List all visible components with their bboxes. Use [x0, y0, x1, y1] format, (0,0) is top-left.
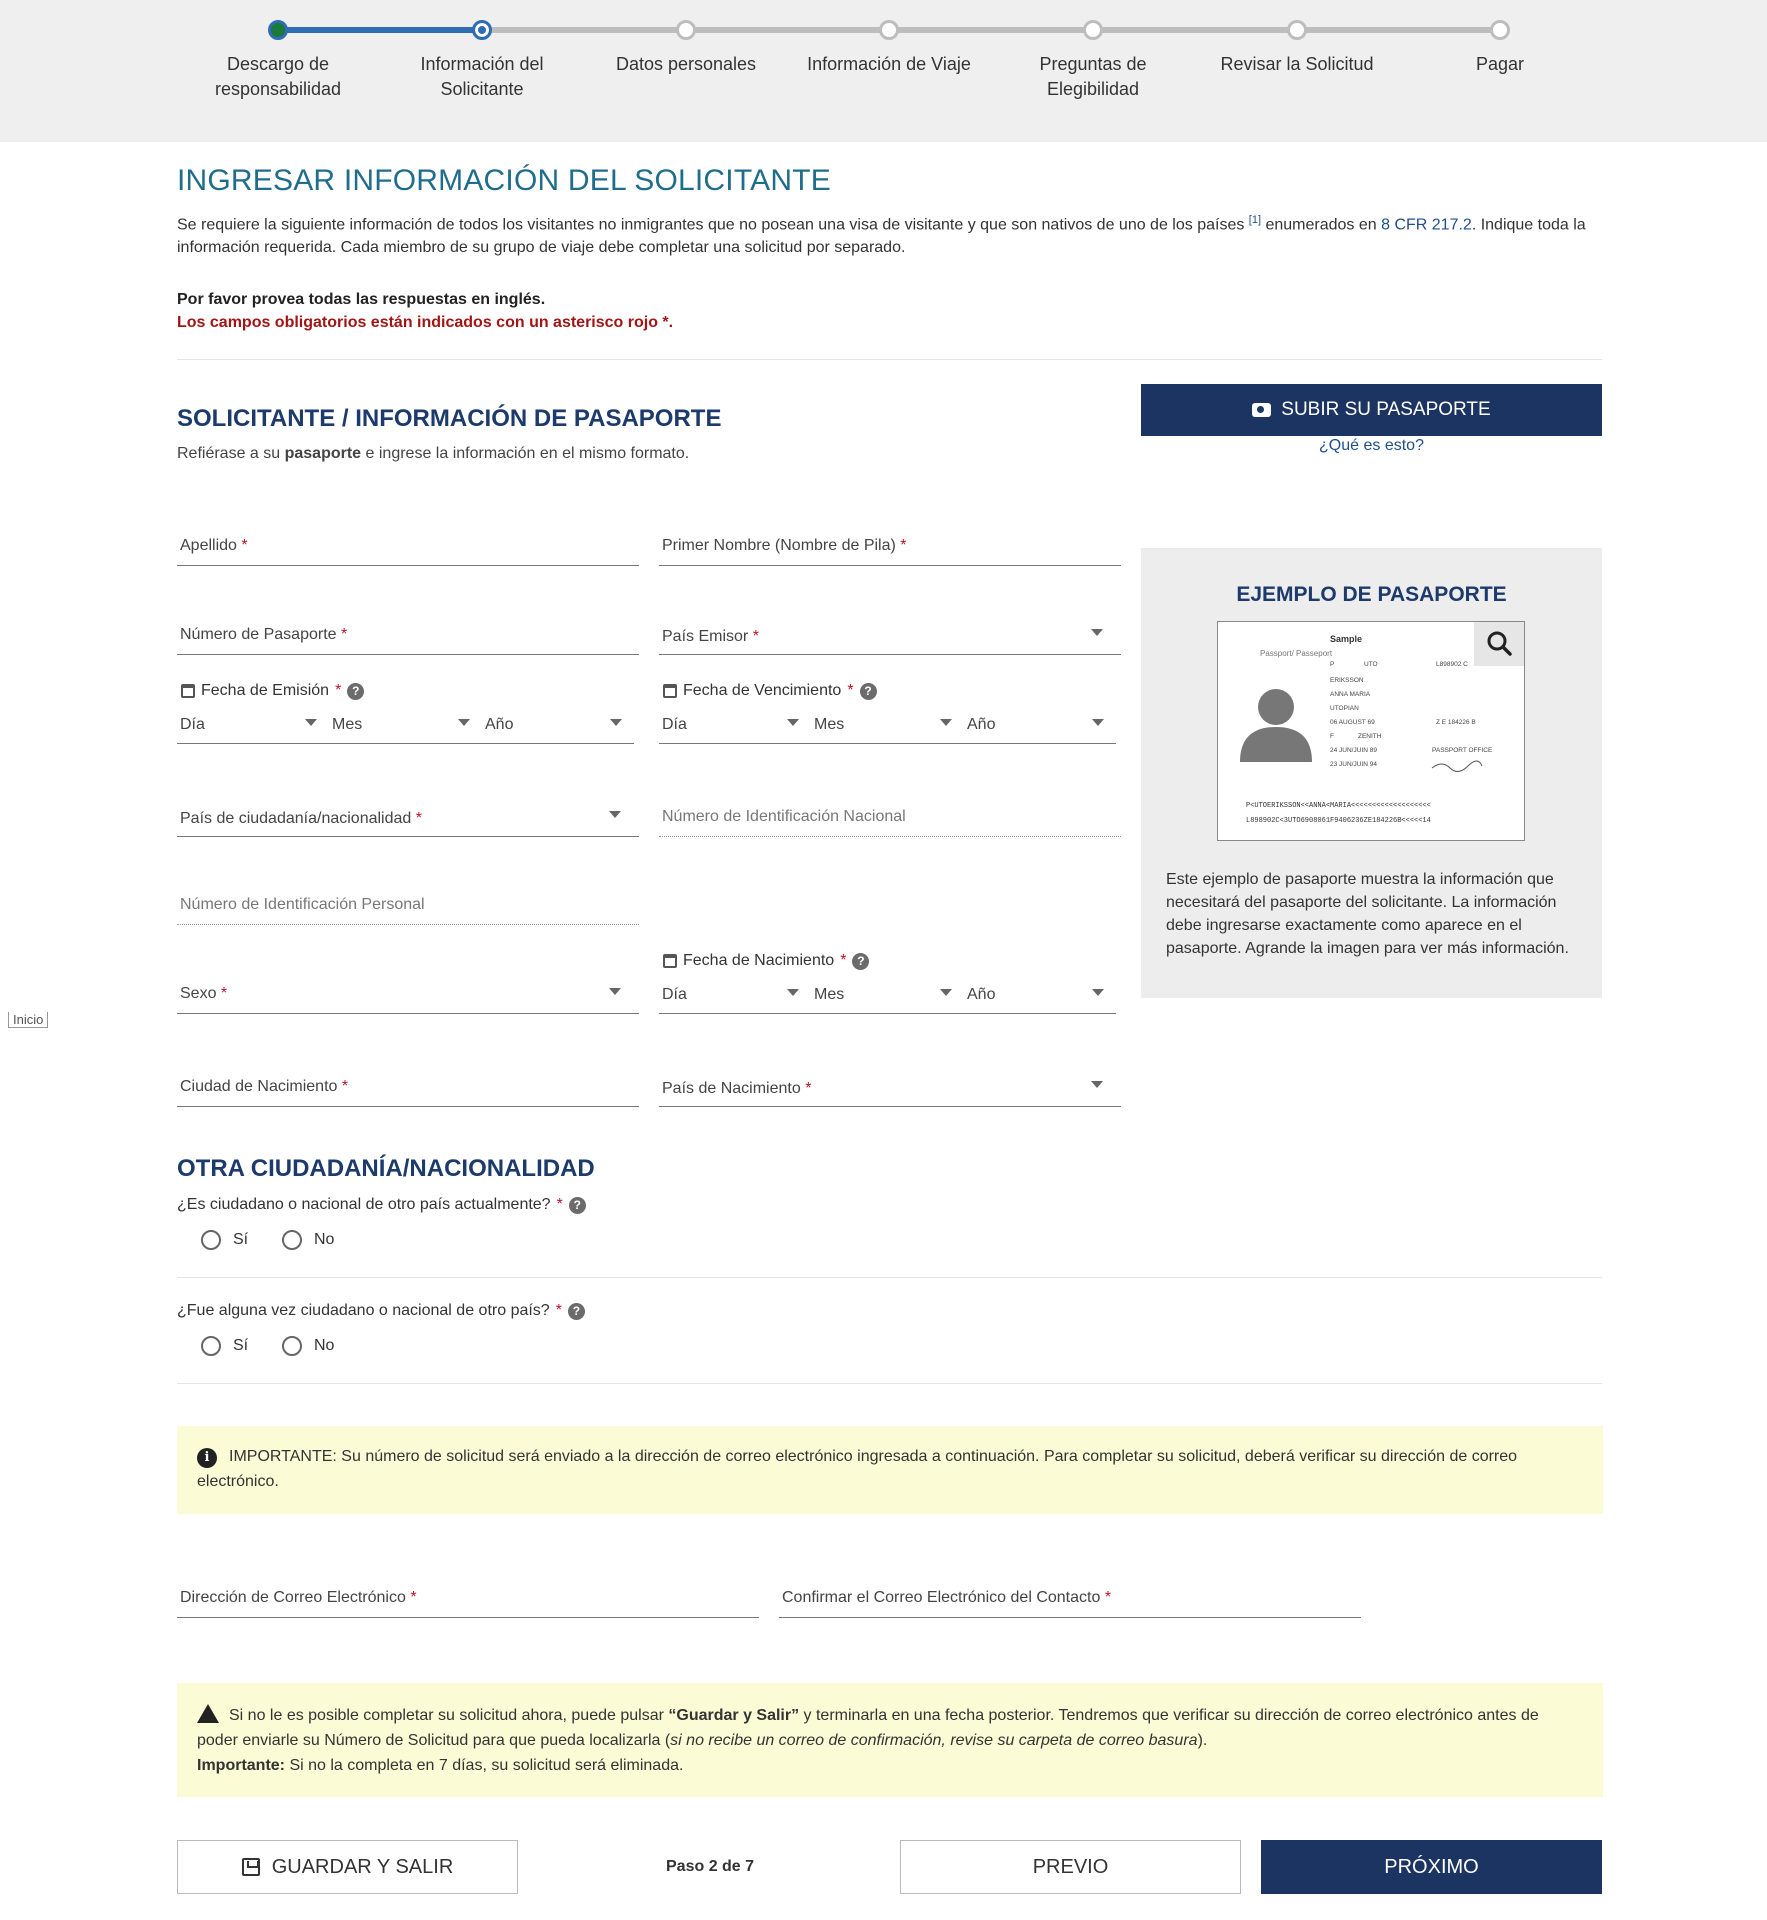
- birth-day-select[interactable]: [659, 974, 811, 1014]
- birth-city-label-text: Ciudad de Nacimiento: [180, 1078, 338, 1095]
- help-icon[interactable]: ?: [860, 683, 877, 700]
- progress-bar: [0, 0, 1767, 142]
- upload-passport-label: SUBIR SU PASAPORTE: [1281, 399, 1491, 420]
- calendar-icon: [663, 684, 677, 698]
- step-dot-review: [1287, 20, 1307, 40]
- help-icon[interactable]: ?: [347, 683, 364, 700]
- info-icon: i: [197, 1448, 217, 1468]
- person-body-icon: [1240, 727, 1312, 762]
- personal-id-placeholder: Número de Identificación Personal: [180, 896, 425, 913]
- issue-date-selects: [177, 704, 634, 744]
- passport-surname: ERIKSSON: [1330, 677, 1364, 684]
- expiry-year-select[interactable]: [964, 704, 1116, 744]
- other-citizenship-title: OTRA CIUDADANÍA/NACIONALIDAD: [177, 1155, 595, 1182]
- divider: [177, 359, 1602, 360]
- subtext-post: e ingrese la información en el mismo formato.: [361, 445, 690, 462]
- step-dot-personal-data: [676, 20, 696, 40]
- issue-date-label: [181, 682, 364, 700]
- warn-text-end: ).: [1197, 1732, 1208, 1749]
- required-asterisk: *: [341, 1078, 349, 1095]
- help-icon[interactable]: ?: [852, 953, 869, 970]
- email-input[interactable]: [177, 1578, 759, 1618]
- required-asterisk: *: [335, 682, 342, 699]
- birth-city-input[interactable]: [177, 1067, 639, 1107]
- expiry-date-label: [663, 682, 877, 700]
- required-asterisk: *: [805, 1080, 812, 1097]
- passport-personal-no: Z E 184226 B: [1436, 719, 1476, 726]
- warn-important-bold: Importante:: [197, 1757, 285, 1774]
- citizenship-country-label-text: País de ciudadanía/nacionalidad: [180, 810, 412, 827]
- step-label-disclaimer[interactable]: Descargo de responsabilidad: [214, 54, 342, 99]
- required-asterisk: *: [900, 537, 907, 554]
- issue-year-select[interactable]: [482, 704, 634, 744]
- important-email-text: IMPORTANTE: Su número de solicitud será enviado a la dirección de correo electrónico ingresada a continuación. Para completar su solicitud, deberá verificar su dirección de correo electrónico.: [197, 1448, 1518, 1490]
- issue-month-select[interactable]: [329, 704, 482, 744]
- step-dot-disclaimer[interactable]: [268, 20, 288, 40]
- required-note: Los campos obligatorios están indicados con un asterisco rojo *.: [177, 314, 674, 331]
- radio-circle[interactable]: [201, 1230, 221, 1250]
- help-icon[interactable]: ?: [569, 1197, 586, 1214]
- warn-text-pre: Si no le es posible completar su solicitud ahora, puede pulsar: [229, 1707, 669, 1724]
- citizenship-country-label: [180, 810, 422, 828]
- important-email-alert: [177, 1426, 1603, 1514]
- passport-mrz-line2: L898902C<3UTO6908061F9406236ZE184226B<<<<<14: [1246, 817, 1431, 825]
- issuing-country-label: [662, 628, 759, 646]
- email-confirm-label-text: Confirmar el Correo Electrónico del Contacto: [782, 1589, 1101, 1606]
- passport-expiry: 23 JUN/JUIN 94: [1330, 761, 1377, 768]
- intro-part3: . Indique toda la información requerida. Cada miembro de su grupo de viaje debe completar una solicitud por separado.: [177, 216, 1586, 257]
- passport-issue: 24 JUN/JUIN 89: [1330, 747, 1377, 754]
- day-label: Día: [180, 716, 205, 733]
- radio-circle[interactable]: [282, 1336, 302, 1356]
- required-asterisk: *: [340, 626, 348, 643]
- english-note: Por favor provea todas las respuestas en inglés.: [177, 291, 546, 308]
- radio-current-no[interactable]: [282, 1230, 334, 1250]
- passport-section-title: SOLICITANTE / INFORMACIÓN DE PASAPORTE: [177, 405, 722, 432]
- given-name-label: [662, 537, 907, 555]
- email-label: [180, 1589, 417, 1607]
- help-icon[interactable]: ?: [568, 1303, 585, 1320]
- step-label-travel-info: Información de Viaje: [807, 54, 971, 74]
- expiry-date-selects: [659, 704, 1116, 744]
- cfr-link[interactable]: 8 CFR 217.2: [1381, 216, 1472, 234]
- required-asterisk: *: [415, 810, 422, 827]
- month-label: Mes: [814, 716, 845, 733]
- camera-icon: [1252, 403, 1271, 417]
- step-label-applicant-info[interactable]: Información del Solicitante: [420, 54, 544, 99]
- radio-past-no[interactable]: [282, 1336, 334, 1356]
- radio-current-yes[interactable]: [201, 1230, 248, 1250]
- chevron-down-icon: [609, 811, 621, 818]
- year-label: Año: [485, 716, 514, 733]
- chevron-down-icon: [1091, 629, 1103, 636]
- surname-input[interactable]: [177, 526, 639, 566]
- required-asterisk: *: [1104, 1589, 1112, 1606]
- sex-select[interactable]: [177, 974, 639, 1014]
- required-asterisk: *: [752, 628, 759, 645]
- birth-city-label: [180, 1078, 348, 1096]
- chevron-down-icon: [940, 989, 952, 996]
- passport-place: ZENITH: [1358, 733, 1382, 740]
- required-asterisk: *: [847, 682, 854, 699]
- chevron-down-icon: [458, 719, 470, 726]
- step-label-personal-data: Datos personales: [615, 54, 757, 74]
- chevron-down-icon: [1092, 989, 1104, 996]
- given-name-label-text: Primer Nombre (Nombre de Pila): [662, 537, 896, 554]
- email-confirm-input[interactable]: [779, 1578, 1361, 1618]
- passport-type: P: [1330, 661, 1335, 668]
- year-label: Año: [967, 716, 996, 733]
- year-label: Año: [967, 986, 996, 1003]
- intro-text: [177, 209, 1602, 259]
- step-label-review: Revisar la Solicitud: [1220, 54, 1374, 74]
- calendar-icon: [181, 684, 195, 698]
- step-dot-eligibility: [1083, 20, 1103, 40]
- next-button[interactable]: [1261, 1840, 1602, 1894]
- national-id-input[interactable]: [659, 797, 1121, 837]
- passport-example-panel: [1141, 548, 1602, 998]
- footnote-link[interactable]: [1]: [1248, 214, 1262, 226]
- required-asterisk: *: [555, 1302, 562, 1319]
- progress-track-complete: [278, 27, 482, 33]
- subtext-pre: Refiérase a su: [177, 445, 285, 462]
- passport-sex: F: [1330, 733, 1334, 740]
- radio-no-label: No: [314, 1231, 335, 1248]
- radio-circle[interactable]: [201, 1336, 221, 1356]
- question-current-text: ¿Es ciudadano o nacional de otro país actualmente?: [177, 1196, 551, 1213]
- email-confirm-label: [782, 1589, 1111, 1607]
- passport-mrz-line1: P<UTOERIKSSON<<ANNA<MARIA<<<<<<<<<<<<<<<<<<<: [1246, 802, 1431, 810]
- issuing-country-select[interactable]: [659, 615, 1121, 655]
- required-asterisk: *: [840, 952, 847, 969]
- question-past-citizenship: [177, 1302, 585, 1320]
- birth-date-selects: [659, 974, 1116, 1014]
- birth-country-label-text: País de Nacimiento: [662, 1080, 801, 1097]
- passport-sample-label: Sample: [1330, 634, 1363, 644]
- step-dot-travel-info: [879, 20, 899, 40]
- save-exit-label: GUARDAR Y SALIR: [271, 1855, 454, 1878]
- example-description: Este ejemplo de pasaporte muestra la información que necesitará del pasaporte del solicitante. La información debe ingresarse exactamente como aparece en el pasaporte. Agrande la imagen para ver más información.: [1166, 871, 1569, 957]
- sex-label: [180, 985, 227, 1003]
- radio-past-yes[interactable]: [201, 1336, 248, 1356]
- day-label: Día: [662, 986, 687, 1003]
- subtext-bold: pasaporte: [284, 445, 362, 462]
- required-asterisk: *: [556, 1196, 563, 1213]
- warn-important-text: Si no la completa en 7 días, su solicitud será eliminada.: [285, 1757, 684, 1774]
- save-exit-button[interactable]: [177, 1840, 518, 1894]
- passport-sample-svg: [1218, 622, 1525, 841]
- radio-yes-label: Sí: [233, 1337, 249, 1354]
- warning-icon: [197, 1704, 219, 1723]
- passport-word-text: Passport/ Passeport: [1260, 649, 1333, 658]
- surname-label-text: Apellido: [180, 537, 237, 554]
- issue-date-label-text: Fecha de Emisión: [201, 682, 330, 699]
- chevron-down-icon: [1091, 1081, 1103, 1088]
- sex-label-text: Sexo: [180, 985, 217, 1002]
- previous-button[interactable]: [900, 1840, 1241, 1894]
- chevron-down-icon: [787, 719, 799, 726]
- radio-no-label: No: [314, 1337, 335, 1354]
- passport-dob: 06 AUGUST 69: [1330, 719, 1375, 726]
- chevron-down-icon: [787, 989, 799, 996]
- issuing-country-label-text: País Emisor: [662, 628, 749, 645]
- save-exit-warning: [177, 1683, 1603, 1797]
- expiry-month-select[interactable]: [811, 704, 964, 744]
- birth-month-select[interactable]: [811, 974, 964, 1014]
- month-label: Mes: [332, 716, 363, 733]
- birth-country-label: [662, 1080, 811, 1098]
- month-label: Mes: [814, 986, 845, 1003]
- passport-given: ANNA MARIA: [1330, 691, 1371, 698]
- chevron-down-icon: [610, 719, 622, 726]
- passport-number-sample: L898902 C: [1436, 661, 1468, 668]
- save-icon: [242, 1858, 260, 1876]
- email-label-text: Dirección de Correo Electrónico: [180, 1589, 406, 1606]
- step-dot-applicant-info[interactable]: [472, 20, 492, 40]
- divider: [177, 1277, 1602, 1278]
- passport-nationality: UTOPIAN: [1330, 705, 1359, 712]
- zoom-button-bg[interactable]: [1474, 622, 1525, 666]
- intro-part2: enumerados en: [1261, 216, 1382, 234]
- signature-mark: [1432, 761, 1482, 772]
- passport-sample-image[interactable]: [1217, 621, 1525, 841]
- intro-part1: Se requiere la siguiente información de todos los visitantes no inmigrantes que no posean una visa de visitante y que son nativos de uno de los países: [177, 216, 1249, 234]
- passport-section-subtext: [177, 445, 689, 463]
- radio-yes-label: Sí: [233, 1231, 249, 1248]
- expiry-day-select[interactable]: [659, 704, 811, 744]
- personal-id-input[interactable]: [177, 885, 639, 925]
- passport-number-label: [180, 626, 347, 644]
- home-link[interactable]: Inicio: [8, 1012, 48, 1028]
- surname-label: [180, 537, 248, 555]
- progress-track-remaining: [482, 27, 1500, 33]
- citizenship-country-select[interactable]: [177, 797, 639, 837]
- chevron-down-icon: [305, 719, 317, 726]
- birth-date-label: [663, 952, 869, 970]
- upload-passport-button[interactable]: [1141, 384, 1602, 436]
- passport-authority: PASSPORT OFFICE: [1432, 747, 1493, 754]
- step-label-pay: Pagar: [1475, 54, 1525, 74]
- calendar-icon: [663, 954, 677, 968]
- chevron-down-icon: [609, 988, 621, 995]
- required-asterisk: *: [241, 537, 248, 554]
- passport-number-input[interactable]: [177, 615, 639, 655]
- step-dot-pay: [1490, 20, 1510, 40]
- birth-date-label-text: Fecha de Nacimiento: [683, 952, 835, 969]
- divider: [177, 1383, 1602, 1384]
- what-is-this-link[interactable]: ¿Qué es esto?: [1319, 437, 1424, 454]
- previous-label: PREVIO: [1032, 1855, 1109, 1878]
- passport-number-label-text: Número de Pasaporte: [180, 626, 337, 643]
- chevron-down-icon: [1092, 719, 1104, 726]
- issue-day-select[interactable]: [177, 704, 329, 744]
- day-label: Día: [662, 716, 687, 733]
- question-current-citizenship: [177, 1196, 586, 1214]
- example-title: EJEMPLO DE PASAPORTE: [1236, 583, 1507, 606]
- given-name-input[interactable]: [659, 526, 1121, 566]
- expiry-date-label-text: Fecha de Vencimiento: [683, 682, 842, 699]
- page-title: INGRESAR INFORMACIÓN DEL SOLICITANTE: [177, 164, 831, 197]
- step-count: Paso 2 de 7: [666, 1858, 755, 1875]
- person-head-icon: [1258, 689, 1294, 725]
- warn-text-bold: “Guardar y Salir”: [668, 1707, 800, 1724]
- birth-year-select[interactable]: [964, 974, 1116, 1014]
- birth-country-select[interactable]: [659, 1067, 1121, 1107]
- passport-code: UTO: [1364, 661, 1378, 668]
- required-asterisk: *: [220, 985, 228, 1002]
- warn-text-italic: si no recibe un correo de confirmación, revise su carpeta de correo basura: [670, 1732, 1198, 1749]
- radio-circle[interactable]: [282, 1230, 302, 1250]
- question-past-text: ¿Fue alguna vez ciudadano o nacional de otro país?: [177, 1302, 550, 1319]
- next-label: PRÓXIMO: [1384, 1855, 1479, 1878]
- chevron-down-icon: [940, 719, 952, 726]
- required-asterisk: *: [410, 1589, 417, 1606]
- national-id-placeholder: Número de Identificación Nacional: [662, 808, 906, 825]
- step-label-eligibility: Preguntas de Elegibilidad: [1039, 54, 1147, 99]
- warn-text-mid: y terminarla en una fecha posterior. Tendremos que verificar su dirección de correo electrónico antes de poder enviarle su Número de Solicitud para que pueda localizarla (: [197, 1707, 1539, 1749]
